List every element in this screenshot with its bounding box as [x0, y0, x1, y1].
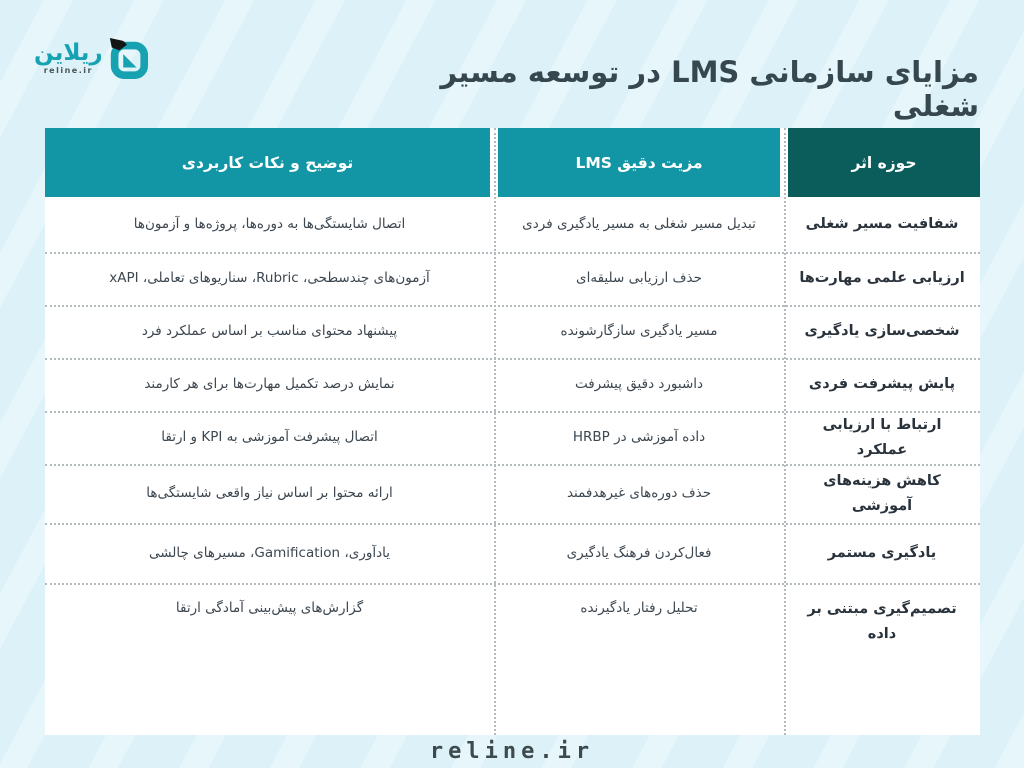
logo-text-block [34, 41, 103, 75]
table-cell-lms-advantage: حذف ارزیابی سلیقه‌ای [576, 270, 702, 287]
table-cell-impact-area: ارزیابی علمی مهارت‌ها [799, 270, 965, 287]
table-cell-impact-area: یادگیری مستمر [827, 544, 937, 561]
table-cell-lms-advantage: مسیر یادگیری سازگارشونده [560, 323, 718, 340]
table-cell-lms-advantage: داشبورد دقیق پیشرفت [574, 376, 704, 393]
table-cell-practical-note: ارائه محتوا بر اساس نیاز واقعی شایستگی‌ها [146, 485, 393, 502]
table-cell-practical-note: اتصال شایستگی‌ها به دوره‌ها، پروژه‌ها و آزمون‌ها [133, 216, 406, 233]
table-cell-practical-note: نمایش درصد تکمیل مهارت‌ها برای هر کارمند [144, 376, 395, 393]
page-title: مزایای سازمانی LMS در توسعه مسیر شغلی [440, 55, 979, 123]
table-cell-impact-area: شفافیت مسیر شغلی [805, 216, 959, 233]
table-cell-impact-area: تصمیم‌گیری مبتنی بر داده [807, 601, 957, 642]
header-practical-notes: توضیح و نکات کاربردی [45, 128, 490, 197]
column-divider-dotted [784, 128, 786, 735]
table-cell-lms-advantage: داده آموزشی در HRBP [572, 429, 706, 446]
footer-domain: reline.ir [429, 739, 595, 764]
logo-wordmark: ریلاین [34, 39, 103, 66]
table-grid [45, 128, 980, 735]
reline-logo [34, 36, 149, 80]
table-cell-lms-advantage: فعال‌کردن فرهنگ یادگیری [566, 544, 712, 561]
column-divider-dotted [494, 128, 496, 735]
table-cell-lms-advantage: تبدیل مسیر شغلی به مسیر یادگیری فردی [522, 216, 756, 233]
table-cell-impact-area: ارتباط با ارزیابی عملکرد [822, 416, 942, 458]
table-cell-practical-note: اتصال پیشرفت آموزشی به KPI و ارتقا [161, 429, 378, 446]
table-cell-impact-area: کاهش هزینه‌های آموزشی [823, 472, 941, 514]
table-cell-practical-note: پیشنهاد محتوای مناسب بر اساس عملکرد فرد [141, 323, 398, 340]
table-cell-impact-area: پایش پیشرفت فردی [808, 376, 956, 393]
header-impact-area: حوزه اثر [788, 128, 980, 197]
reline-logo-icon [107, 36, 149, 80]
logo-domain-text: reline.ir [43, 66, 93, 76]
table-cell-practical-note: گزارش‌های پیش‌بینی آمادگی ارتقا [175, 600, 364, 616]
table-cell-practical-note: آزمون‌های چندسطحی، Rubric، سناریوهای تعاملی، xAPI [109, 270, 430, 287]
header-lms-advantage: مزیت دقیق LMS [498, 128, 780, 197]
table-cell-impact-area: شخصی‌سازی یادگیری [804, 323, 960, 340]
lms-benefits-table [45, 128, 980, 735]
table-cell-lms-advantage: تحلیل رفتار یادگیرنده [580, 600, 698, 616]
table-cell-practical-note: یادآوری، Gamification، مسیرهای چالشی [149, 544, 390, 561]
table-cell-lms-advantage: حذف دوره‌های غیرهدفمند [566, 485, 712, 502]
